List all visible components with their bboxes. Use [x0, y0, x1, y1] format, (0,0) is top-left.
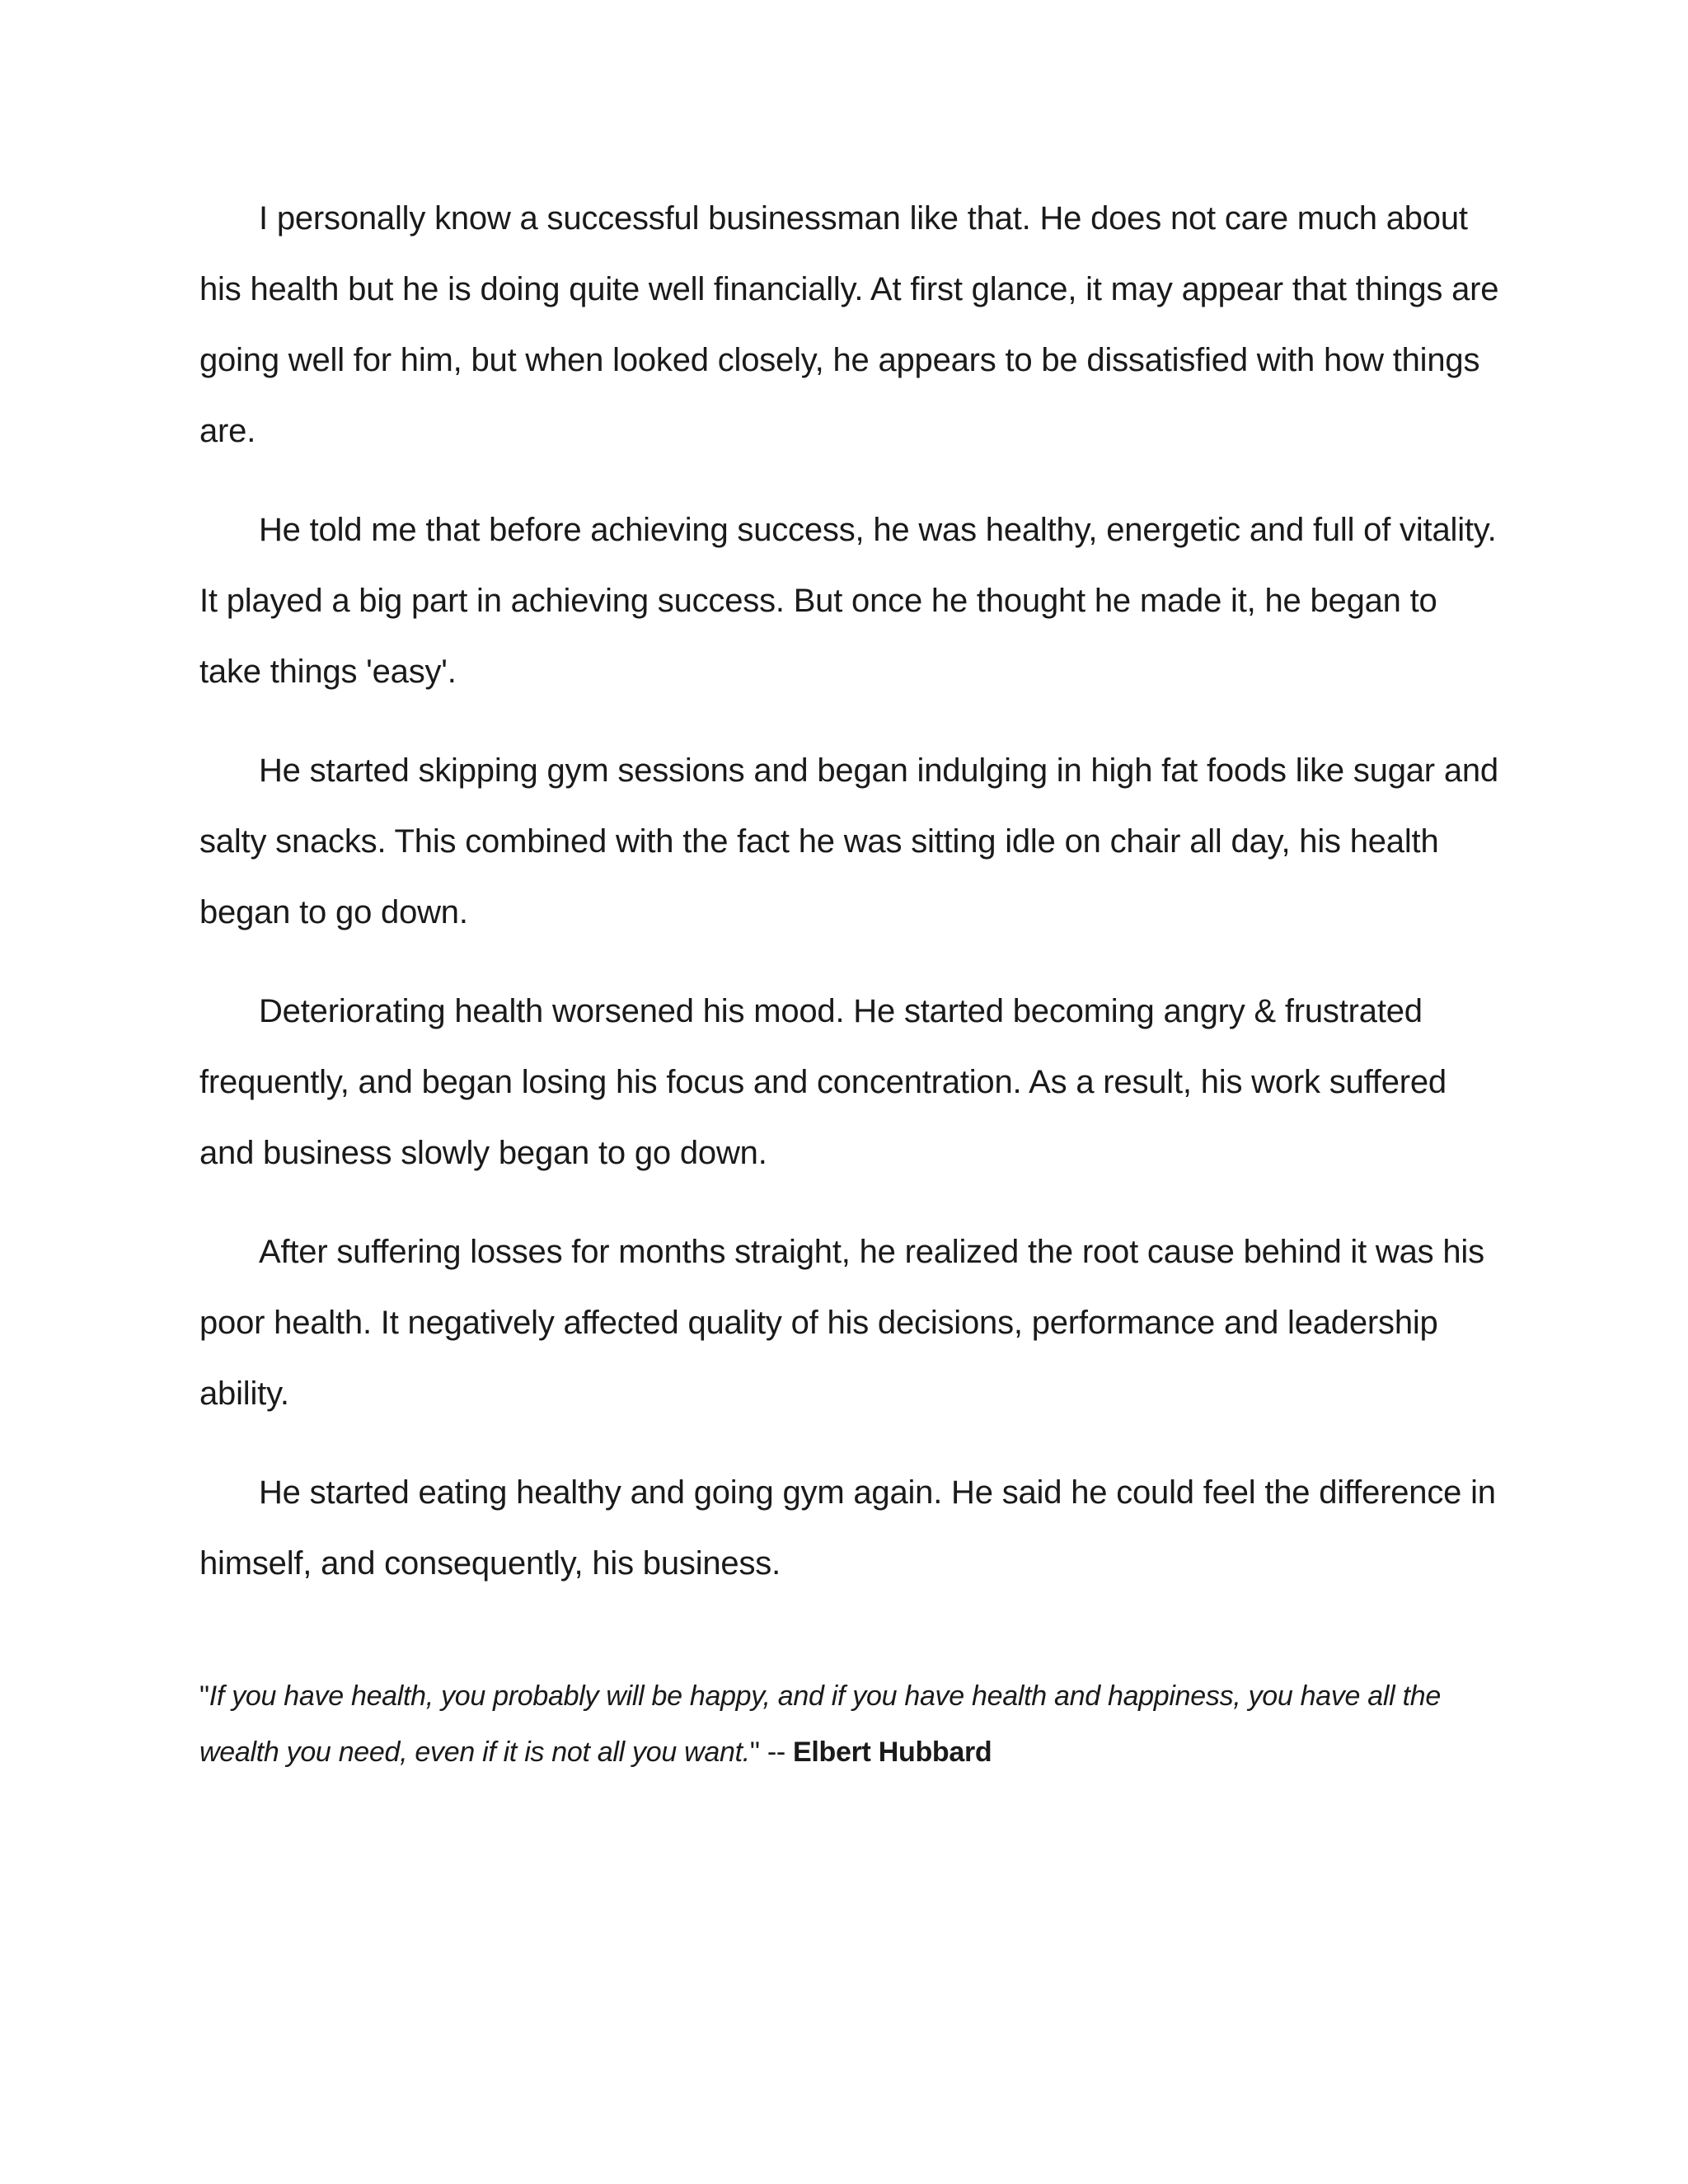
document-body	[199, 183, 1502, 1780]
paragraph-2: He told me that before achieving success, he was healthy, energetic and full of vitality. It played a big part in achieving success. But once he thought he made it, he began to take things 'easy'.	[199, 512, 1497, 690]
paragraph-1: I personally know a successful businessman like that. He does not care much about his health but he is doing quite well financially. At first glance, it may appear that things are going well for him, but when looked closely, he appears to be dissatisfied with how things are.	[199, 200, 1499, 449]
paragraph-3: He started skipping gym sessions and began indulging in high fat foods like sugar and salty snacks. This combined with the fact he was sitting idle on chair all day, his health began to go down.	[199, 752, 1498, 930]
quote-close-mark: " --	[749, 1736, 794, 1768]
paragraph-4: Deteriorating health worsened his mood. He started becoming angry & frustrated frequently, and began losing his focus and concentration. As a result, his work suffered and business slowly began to go down.	[199, 993, 1447, 1171]
quote-text: If you have health, you probably will be happy, and if you have health and happiness, you have all the wealth you need, even if it is not all you want.	[199, 1680, 1441, 1768]
quote-author: Elbert Hubbard	[793, 1736, 992, 1768]
paragraph-5: After suffering losses for months straight, he realized the root cause behind it was his poor health. It negatively affected quality of his decisions, performance and leadership ability.	[199, 1234, 1484, 1412]
closing-quote	[199, 1668, 1502, 1780]
quote-open-mark: "	[199, 1680, 209, 1712]
paragraph-6: He started eating healthy and going gym again. He said he could feel the difference in himself, and consequently, his business.	[199, 1474, 1496, 1582]
